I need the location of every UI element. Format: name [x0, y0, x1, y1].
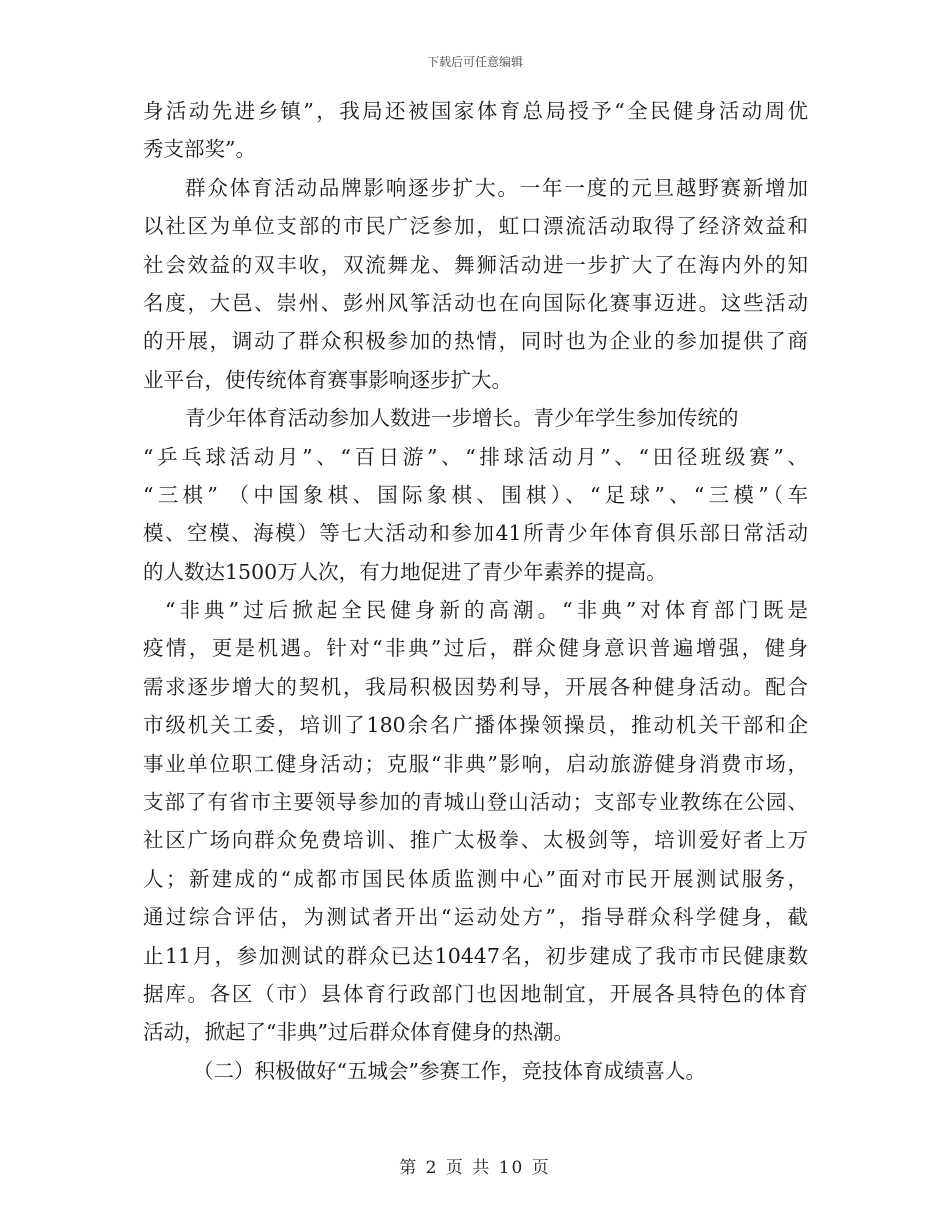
- paragraph-line: 群众体育活动品牌影响逐步扩大。一年一度的元旦越野赛新增加: [185, 175, 808, 200]
- paragraph-line: 以社区为单位支部的市民广泛参加，虹口漂流活动取得了经济效益和: [143, 214, 808, 239]
- document-body: [143, 92, 808, 1090]
- paragraph-line: 疫情，更是机遇。针对“非典”过后，群众健身意识普遍增强，健身: [143, 636, 808, 661]
- paragraph-line: 身活动先进乡镇”，我局还被国家体育总局授予“全民健身活动周优: [143, 99, 808, 123]
- paragraph-line: 模、空模、海模）等七大活动和参加41所青少年体育俱乐部日常活动: [143, 521, 808, 546]
- paragraph-line: 社区广场向群众免费培训、推广太极拳、太极剑等，培训爱好者上万: [143, 828, 808, 853]
- paragraph-line: 需求逐步增大的契机，我局积极因势利导，开展各种健身活动。配合: [143, 674, 808, 699]
- paragraph-line: 业平台，使传统体育赛事影响逐步扩大。: [143, 367, 512, 392]
- paragraph-line: 的人数达1500万人次，有力地促进了青少年素养的提高。: [143, 559, 667, 584]
- paragraph-line: 止11月，参加测试的群众已达10447名，初步建成了我市市民健康数: [143, 943, 808, 968]
- paragraph-line: 的开展，调动了群众积极参加的热情，同时也为企业的参加提供了商: [143, 329, 808, 354]
- paragraph-line: 社会效益的双丰收，双流舞龙、舞狮活动进一步扩大了在海内外的知: [143, 252, 808, 277]
- page-header: 下载后可任意编辑: [426, 55, 523, 69]
- paragraph-line: 青少年体育活动参加人数进一步增长。青少年学生参加传统的: [185, 406, 739, 431]
- paragraph-line: “三棋” （中国象棋、国际象棋、围棋）、“足球”、“三模”（车: [143, 482, 808, 507]
- paragraph-line: 人；新建成的“成都市国民体质监测中心”面对市民开展测试服务，: [143, 866, 808, 891]
- paragraph-line: “非典”过后掀起全民健身新的高潮。“非典”对体育部门既是: [165, 598, 808, 623]
- paragraph-line: 事业单位职工健身活动；克服“非典”影响，启动旅游健身消费市场，: [143, 751, 808, 776]
- section-heading: （二）积极做好“五城会”参赛工作，竞技体育成绩喜人。: [193, 1058, 706, 1083]
- paragraph-line: “乒乓球活动月”、“百日游”、“排球活动月”、“田径班级赛”、: [143, 444, 808, 469]
- paragraph-line: 秀支部奖”。: [143, 137, 256, 162]
- paragraph-line: 活动，掀起了“非典”过后群众体育健身的热潮。: [143, 1020, 574, 1045]
- page-footer: 第 2 页 共 10 页: [399, 1158, 551, 1178]
- paragraph-line: 市级机关工委，培训了180余名广播体操领操员，推动机关干部和企: [143, 713, 808, 738]
- paragraph-line: 据库。各区（市）县体育行政部门也因地制宜，开展各具特色的体育: [143, 981, 808, 1006]
- paragraph-line: 名度，大邑、崇州、彭州风筝活动也在向国际化赛事迈进。这些活动: [143, 290, 808, 315]
- paragraph-line: 通过综合评估，为测试者开出“运动处方”，指导群众科学健身，截: [143, 905, 808, 930]
- paragraph-line: 支部了有省市主要领导参加的青城山登山活动；支部专业教练在公园、: [143, 790, 808, 815]
